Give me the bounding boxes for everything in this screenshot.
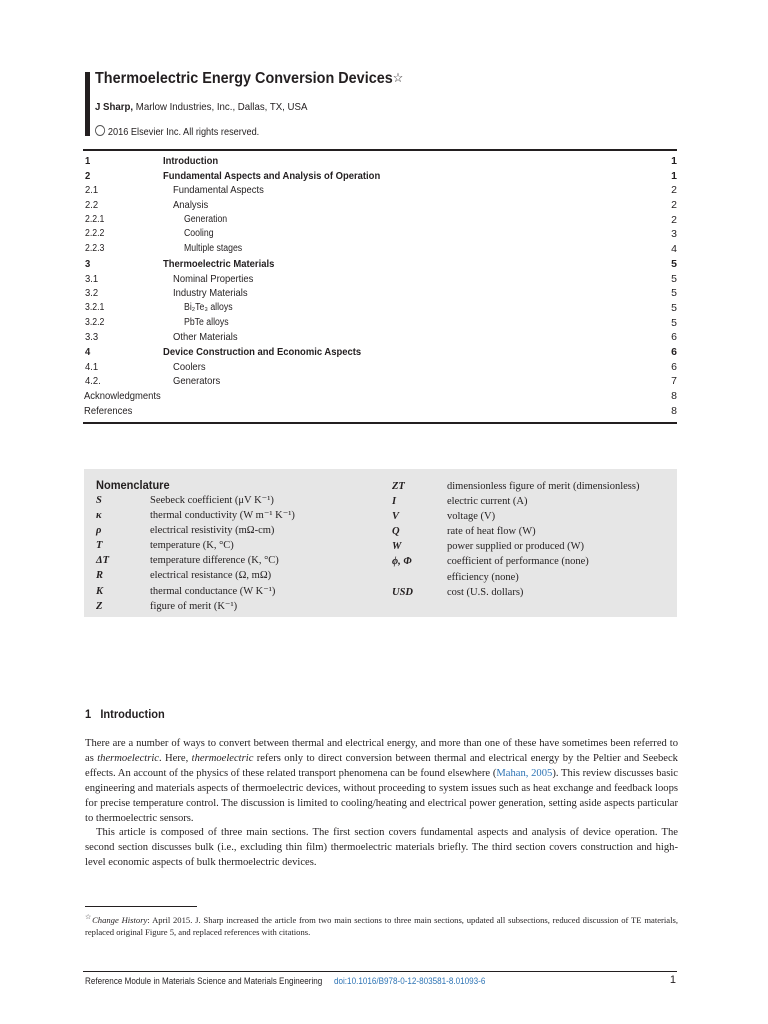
citation-link-mahan[interactable]: Mahan, 2005	[496, 767, 553, 779]
toc-entry-page: 6	[671, 331, 677, 344]
article-title-text: Thermoelectric Energy Conversion Devices	[95, 70, 393, 87]
header-accent-bar	[85, 72, 90, 136]
nomenclature-definition: dimensionless figure of merit (dimensionless)	[447, 481, 640, 492]
toc-entry-page: 2	[671, 213, 677, 226]
footer-page-number: 1	[669, 974, 676, 986]
footnote-mark: ☆	[85, 913, 93, 921]
toc-entry-title[interactable]: Analysis	[173, 199, 209, 212]
toc-entry-page: 5	[671, 257, 677, 270]
change-history-star-icon[interactable]: ☆	[392, 70, 404, 85]
toc-entry-number: 3.2.1	[85, 301, 105, 313]
footer-rule	[83, 971, 677, 972]
nomenclature-definition: electrical resistivity (mΩ-cm)	[150, 525, 275, 537]
toc-entry-title[interactable]: References	[84, 404, 133, 417]
toc-entry[interactable]	[84, 183, 677, 198]
p1-text-b: . Here,	[158, 752, 192, 764]
toc-entry-page: 2	[671, 199, 677, 212]
nomenclature-definition: Seebeck coefficient (μV K⁻¹)	[150, 495, 274, 506]
toc-entry[interactable]	[84, 330, 677, 345]
nomenclature-symbol: I	[392, 496, 397, 508]
toc-entry-page: 6	[671, 345, 677, 358]
footnote-text: : April 2015. J. Sharp increased the article from two main sections to three main sections, updated all subsections, reduced discussion of TE materials, replaced original Figure 5, and replaced references with citations.	[85, 914, 678, 937]
toc-entry-title[interactable]: Generators	[173, 375, 221, 388]
toc-entry-number: 1	[85, 155, 91, 167]
p1-text-a: There are a number of ways to convert between thermal and electrical energy, and more than one of these have sometimes been referred to as	[85, 738, 678, 764]
copyright-line	[95, 125, 259, 138]
toc-entry-page: 1	[671, 155, 677, 167]
nomenclature-definition: voltage (V)	[447, 511, 496, 523]
toc-entry-title[interactable]: PbTe alloys	[184, 316, 229, 328]
toc-entry-page: 8	[671, 390, 677, 402]
nomenclature-definition: efficiency (none)	[447, 571, 519, 583]
p1-emphasis-2: thermoelectric	[191, 752, 254, 764]
nomenclature-definition: power supplied or produced (W)	[447, 541, 585, 553]
p1-text-c: refers only to direct conversion between thermal and electrical energy by the Peltier and Seebeck effects. An account of the physics of these related transport phenomena can be found elsewhere (	[85, 752, 678, 779]
toc-entry[interactable]	[84, 242, 677, 257]
toc-entry[interactable]	[84, 301, 677, 316]
toc-entry-number: 4	[85, 345, 91, 358]
nomenclature-definition: temperature (K, °C)	[150, 540, 234, 552]
article-header	[85, 68, 675, 138]
nomenclature-definition: figure of merit (K⁻¹)	[150, 600, 238, 612]
toc-bottom-rule	[83, 422, 677, 424]
toc-entry-title[interactable]: Fundamental Aspects	[173, 184, 264, 197]
copyright-icon	[95, 125, 105, 136]
footer-journal-name: Reference Module in Materials Science and Materials Engineering	[85, 976, 323, 986]
nomenclature-symbol: κ	[96, 510, 102, 522]
nomenclature-symbol: S	[96, 495, 102, 506]
toc-entry-title[interactable]: Other Materials	[173, 331, 238, 344]
toc-entry-page: 7	[671, 375, 677, 388]
footnote-rule	[85, 906, 197, 907]
author-name: J Sharp,	[95, 101, 134, 113]
toc-entry[interactable]	[84, 360, 677, 375]
nomenclature-definition: thermal conductance (W K⁻¹)	[150, 585, 276, 597]
article-title	[95, 70, 403, 88]
toc-entry-number: 2.2.3	[85, 243, 105, 255]
p1-text-d: ). This review discusses basic engineering and materials aspects of thermoelectric devices, without proceeding to system issues such as heat exchange and feedback loops for precise temperature control. The discussion is limited to cooling/heating and electrical power generation, setting aside aspects particular to thermoelectric sensors.	[85, 767, 679, 824]
toc-entry[interactable]	[84, 404, 677, 419]
section-number: 1	[85, 707, 92, 721]
toc-entry-number: 3.2.2	[85, 316, 105, 328]
toc-entry-title[interactable]: Industry Materials	[173, 287, 248, 300]
toc-entry-title[interactable]: Device Construction and Economic Aspects	[163, 345, 362, 358]
toc-entry[interactable]	[84, 286, 677, 301]
nomenclature-definition: electrical resistance (Ω, mΩ)	[150, 570, 272, 582]
toc-entry[interactable]	[84, 272, 677, 287]
toc-entry-title[interactable]: Introduction	[163, 155, 219, 167]
nomenclature-symbol: R	[96, 570, 104, 582]
toc-entry-number: 2	[85, 169, 91, 182]
nomenclature-symbol: K	[96, 585, 104, 597]
paragraph-2: This article is composed of three main sections. The first section covers fundamental aspects and analysis of device operation. The second section discusses bulk (i.e., excluding thin film) thermoelectric materials briefly. The third section covers construction and high-level economic aspects of bulk thermoelectric devices.	[85, 827, 678, 869]
toc-entry[interactable]	[84, 198, 677, 213]
toc-entry-number: 3.3	[85, 331, 99, 344]
toc-entry-number: 2.2	[85, 199, 99, 212]
section-title: Introduction	[100, 707, 165, 721]
toc-entry-page: 5	[671, 316, 677, 329]
toc-entry-page: 1	[671, 169, 677, 182]
toc-entry-page: 5	[671, 272, 677, 285]
footnote	[85, 911, 678, 938]
paragraph-1	[85, 737, 678, 826]
section-heading	[85, 707, 165, 721]
toc-entry-number: 4.2.	[85, 375, 101, 388]
nomenclature-symbol: T	[96, 540, 103, 552]
toc-entry[interactable]	[84, 213, 677, 228]
toc-entry-number: 3	[85, 257, 91, 270]
toc-entry-title[interactable]: Generation	[184, 213, 228, 225]
toc-entry[interactable]	[84, 374, 677, 389]
toc-entry[interactable]	[84, 389, 677, 404]
toc-entry-number: 3.1	[85, 272, 99, 285]
toc-top-rule	[83, 149, 677, 151]
nomenclature-definition: coefficient of performance (none)	[447, 556, 589, 568]
p1-emphasis-1: thermoelectric	[97, 752, 159, 764]
toc-entry[interactable]	[84, 154, 677, 169]
toc-entry-title[interactable]: Thermoelectric Materials	[163, 257, 275, 270]
nomenclature-symbol: V	[392, 511, 400, 523]
copyright-text: 2016 Elsevier Inc. All rights reserved.	[107, 127, 260, 138]
nomenclature-definition: electric current (A)	[447, 496, 528, 508]
nomenclature-heading: Nomenclature	[96, 478, 170, 492]
toc-entry-page: 3	[671, 228, 677, 241]
toc-entry-title[interactable]: Bi₂Te₃ alloys	[184, 301, 233, 313]
toc-entry-page: 2	[671, 184, 677, 197]
toc-entry-number: 2.2.1	[85, 213, 105, 225]
toc-entry-title[interactable]: Multiple stages	[184, 243, 243, 255]
nomenclature-definition: cost (U.S. dollars)	[447, 586, 524, 598]
nomenclature-symbol: Q	[392, 526, 400, 538]
toc-entry[interactable]	[84, 257, 677, 272]
author-affiliation: Marlow Industries, Inc., Dallas, TX, USA	[133, 101, 308, 113]
author-line	[95, 101, 307, 113]
nomenclature-symbol: ρ	[96, 525, 102, 537]
toc-entry-page: 5	[671, 301, 677, 314]
nomenclature-symbol: W	[392, 541, 402, 553]
toc-entry-page: 5	[671, 287, 677, 300]
toc-entry[interactable]	[84, 169, 677, 184]
toc-entry-number: 3.2	[85, 287, 99, 300]
nomenclature-definition: thermal conductivity (W m⁻¹ K⁻¹)	[150, 510, 295, 522]
toc-entry-title[interactable]: Cooling	[184, 228, 214, 240]
nomenclature-symbol: USD	[392, 586, 414, 598]
toc-entry-title[interactable]: Nominal Properties	[173, 272, 254, 285]
nomenclature-box	[84, 469, 677, 617]
toc-entry-title[interactable]: Fundamental Aspects and Analysis of Operation	[163, 169, 381, 182]
nomenclature-symbol: ϕ, Φ	[392, 556, 412, 568]
body-text	[85, 737, 678, 871]
nomenclature-symbol: ΔT	[96, 555, 109, 567]
toc-entry-page: 8	[671, 404, 677, 417]
nomenclature-symbol: ZT	[392, 481, 405, 492]
nomenclature-symbol: Z	[96, 600, 103, 612]
toc-entry-number: 2.2.2	[85, 228, 105, 240]
toc-entry[interactable]	[84, 316, 677, 331]
footer-doi-link[interactable]: doi:10.1016/B978-0-12-803581-8.01093-6	[334, 976, 486, 986]
toc-entry[interactable]	[84, 345, 677, 360]
toc-entry-page: 6	[671, 360, 677, 373]
nomenclature-definition: temperature difference (K, °C)	[150, 555, 279, 567]
footnote-label: Change History	[92, 914, 148, 925]
toc-entry-page: 4	[671, 243, 677, 256]
table-of-contents	[84, 154, 677, 418]
nomenclature-definition: rate of heat flow (W)	[447, 526, 536, 538]
toc-entry[interactable]	[84, 227, 677, 242]
toc-entry-number: 2.1	[85, 184, 99, 197]
toc-entry-title[interactable]: Acknowledgments	[84, 390, 161, 402]
toc-entry-number: 4.1	[85, 360, 99, 373]
toc-entry-title[interactable]: Coolers	[173, 360, 206, 373]
